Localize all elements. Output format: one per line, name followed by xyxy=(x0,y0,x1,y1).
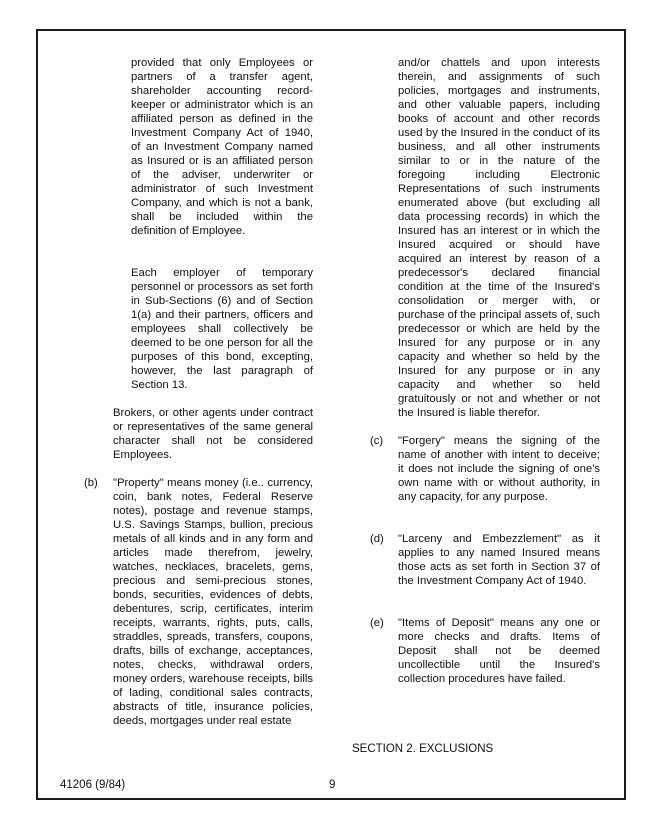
item-e-text: "Items of Deposit" means any one or more checks and drafts. Items of Deposit shall not be deemed uncollectible until the Insured's collection procedures have failed. xyxy=(398,617,600,685)
property-definition-continued: and/or chattels and upon interests therein, and assignments of such policies, mortgages and instruments, and other valuable papers, including books of account and other records used by the Insured in the conduct of its business, and all other instruments similar to or in the nature of the foregoing including Electronic Representations of such instruments enumerated above (but excluding all data processing records) in which the Insured has an interest or in which the Insured acquired or should have acquired an interest by reason of a predecessor's declared financial condition at the time of the Insured's consolidation or merger with, or purchase of the principal assets of, such predecessor or which are held by the Insured for any purpose or in any capacity and whether so held by the Insured for any purpose or in any capacity and whether so held gratuitously or not and whether or not the Insured is liable therefor. xyxy=(398,57,600,419)
item-c-label: (c) xyxy=(370,435,384,447)
item-b-label: (b) xyxy=(84,477,98,489)
item-b-text: "Property" means money (i.e.. currency, coin, bank notes, Federal Reserve notes), postage and revenue stamps, U.S. Savings Stamps, bullion, precious metals of all kinds and in any form and articles made therefrom, jewelry, watches, necklaces, bracelets, gems, precious and semi-precious stones, bonds, securities, evidences of debts, debentures, scrip, certificates, interim receipts, warrants, rights, puts, calls, straddles, spreads, transfers, coupons, drafts, bills of exchange, acceptances, notes, checks, withdrawal orders, money orders, warehouse receipts, bills of lading, conditional sales contracts, abstracts of title, insurance policies, deeds, mortgages under real estate xyxy=(113,477,313,727)
item-d-label: (d) xyxy=(370,533,384,545)
item-e-label: (e) xyxy=(370,617,384,629)
employee-clause-1: provided that only Employees or partners of a transfer agent, shareholder accounting record-keeper or administrator which is an affiliated person as defined in the Investment Company Act of 1940, of an Investment Company named as Insured or is an affiliated person of the adviser, underwriter or administrator of such Investment Company, and which is not a bank, shall be included within the definition of Employee. xyxy=(131,57,313,237)
employee-clause-2: Each employer of temporary personnel or processors as set forth in Sub-Sections (6) and of Section 1(a) and their partners, officers and employees shall collectively be deemed to be one person for all the purposes of this bond, excepting, however, the last paragraph of Section 13. xyxy=(131,267,313,391)
item-d-text: "Larceny and Embezzlement" as it applies to any named Insured means those acts as set forth in Section 37 of the Investment Company Act of 1940. xyxy=(398,533,600,587)
brokers-paragraph: Brokers, or other agents under contract or representatives of the same general character shall not be considered Employees. xyxy=(113,407,313,461)
page-number: 9 xyxy=(329,779,336,791)
item-c-text: "Forgery" means the signing of the name of another with intent to deceive; it does not include the signing of one's own name with or without authority, in any capacity, for any purpose. xyxy=(398,435,600,503)
form-number: 41206 (9/84) xyxy=(60,779,126,791)
section-heading: SECTION 2. EXCLUSIONS xyxy=(352,743,494,755)
